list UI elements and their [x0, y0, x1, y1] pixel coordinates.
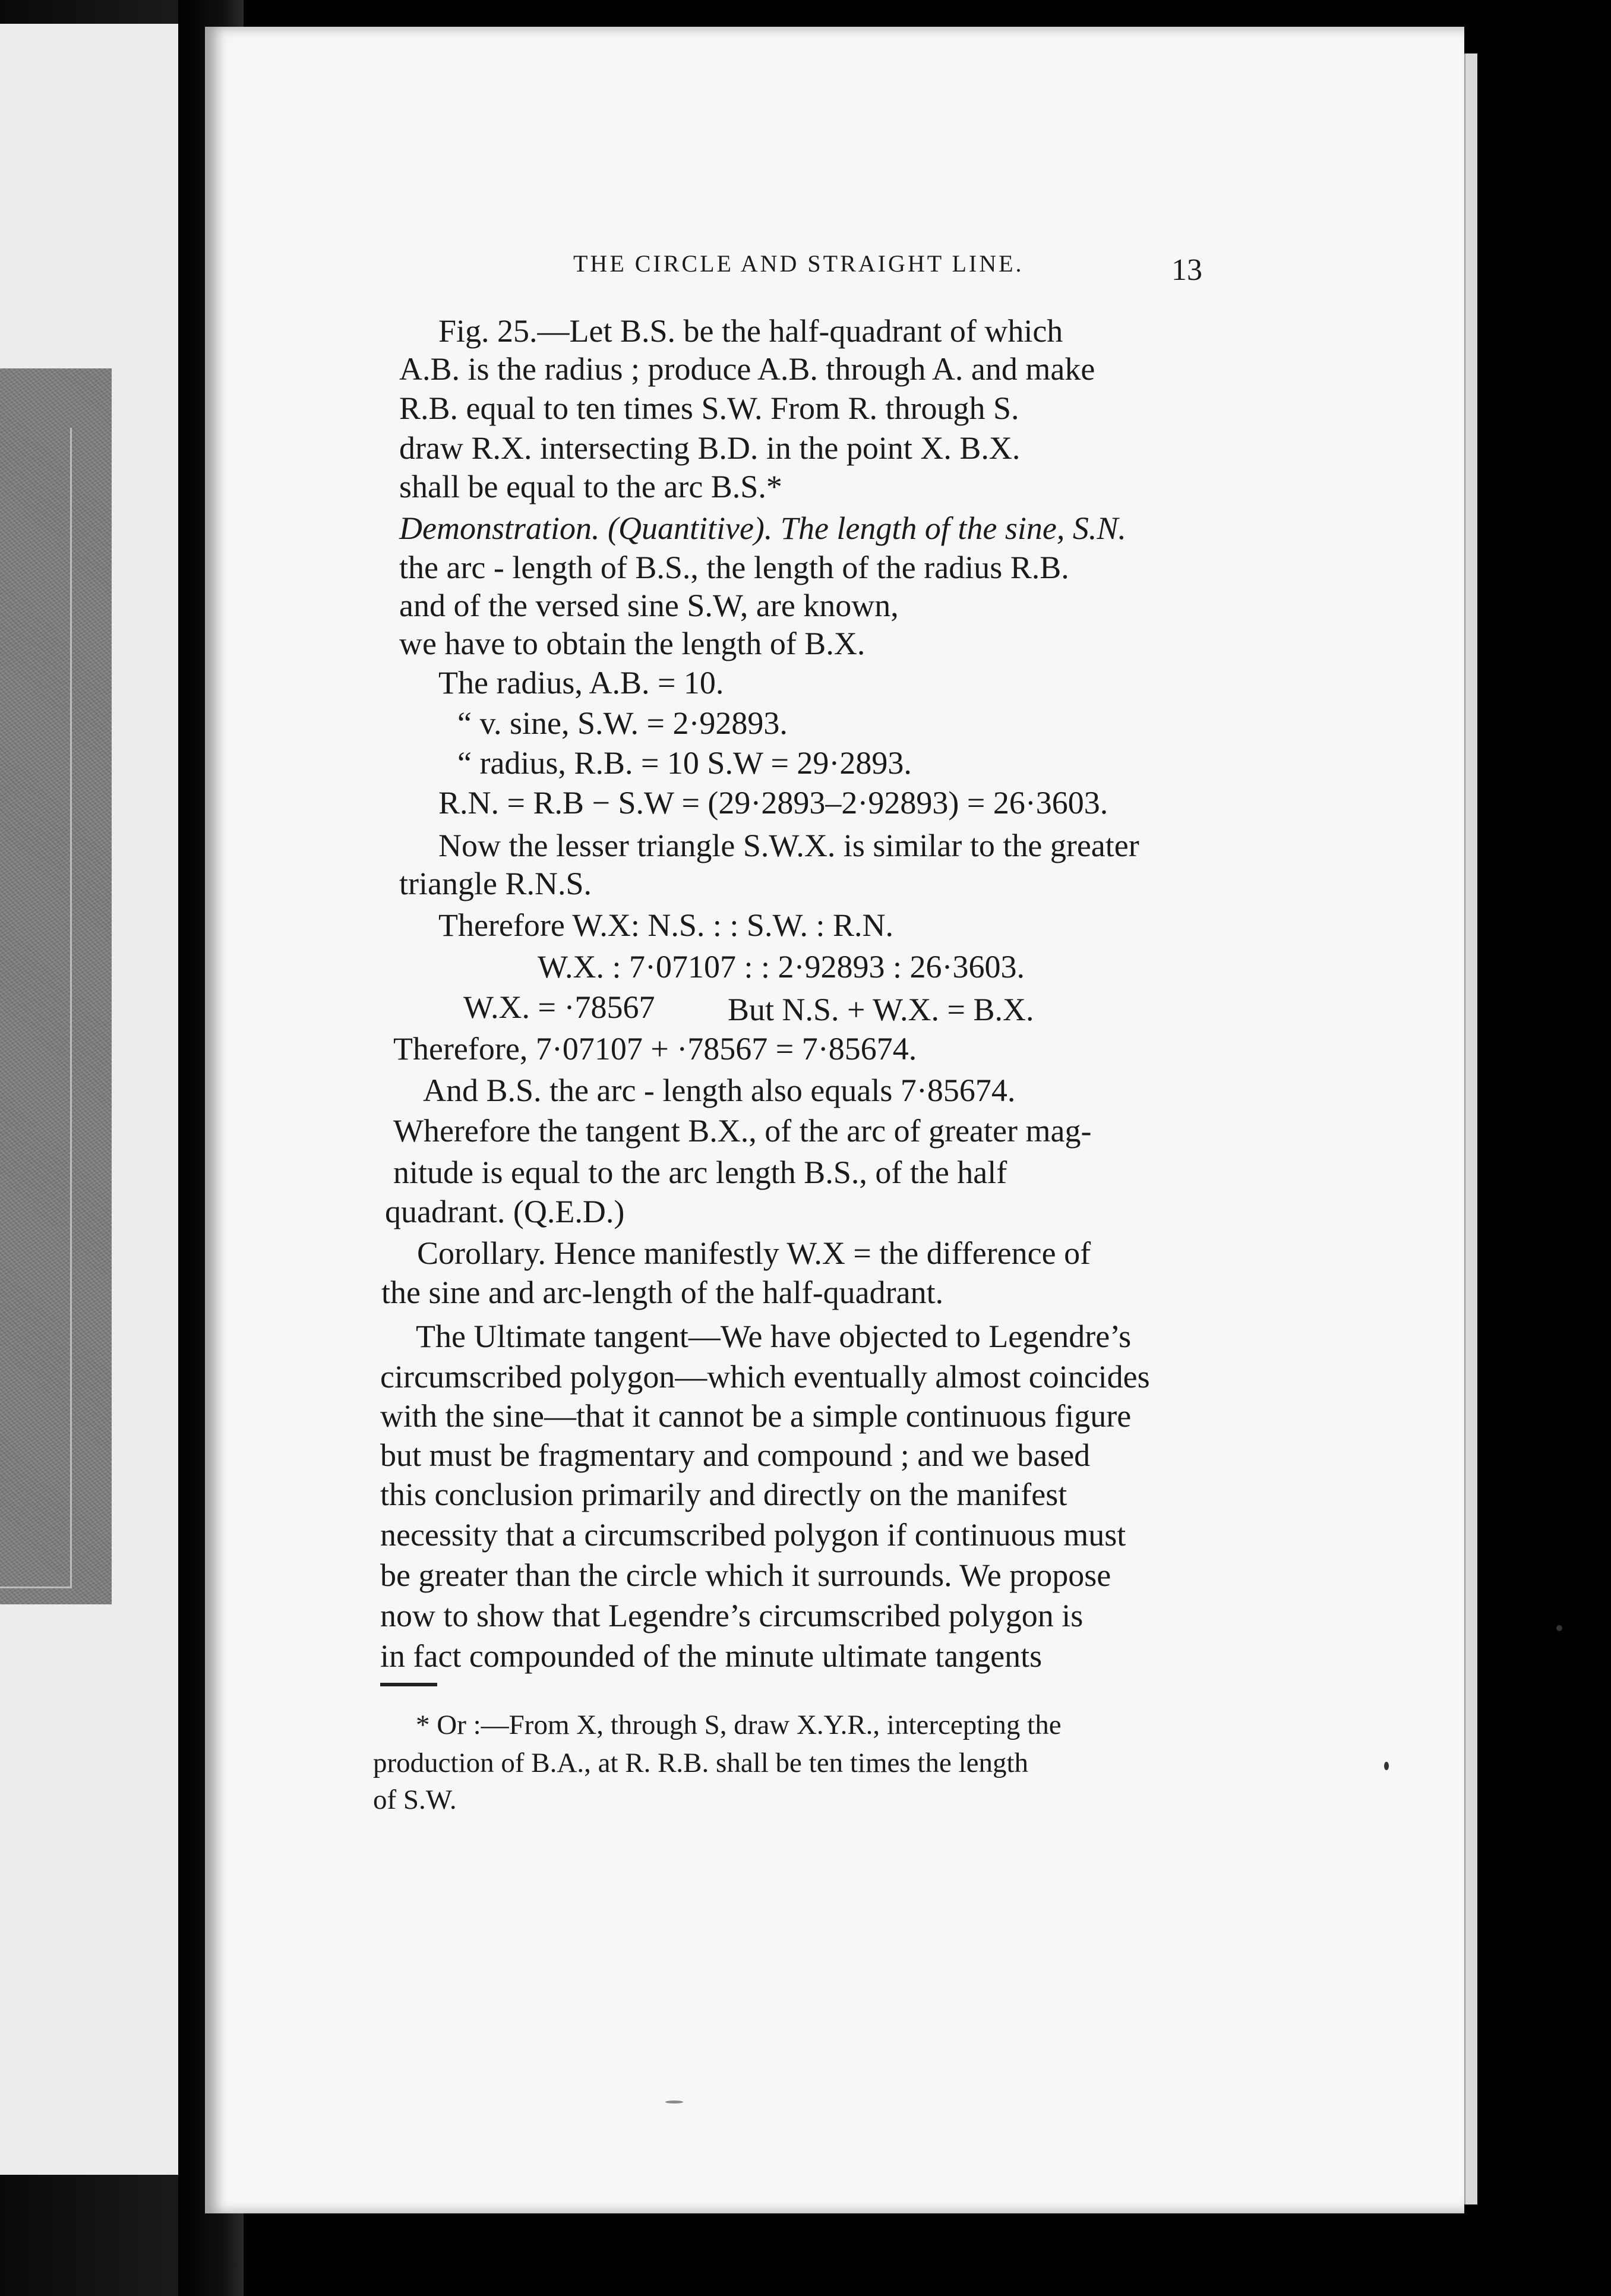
page-number: 13	[1171, 253, 1202, 287]
footnote-line: * Or :—From X, through S, draw X.Y.R., intercepting the	[416, 1710, 1062, 1740]
ink-speck	[1384, 1762, 1389, 1770]
text-line: necessity that a circumscribed polygon if continuous must	[380, 1517, 1126, 1553]
text-line: we have to obtain the length of B.X.	[399, 626, 865, 661]
text-line: Now the lesser triangle S.W.X. is similar to the greater	[438, 828, 1139, 863]
ink-speck	[665, 2101, 683, 2103]
text-line: with the sine—that it cannot be a simple continuous figure	[380, 1398, 1132, 1434]
text-line: triangle R.N.S.	[399, 866, 592, 901]
text-line: draw R.X. intersecting B.D. in the point X. B.X.	[399, 430, 1021, 466]
footnote-line: of S.W.	[373, 1784, 457, 1815]
text-line: R.N. = R.B − S.W = (29·2893–2·92893) = 26·3603.	[438, 785, 1108, 821]
facing-page-plate-border	[0, 428, 72, 1588]
text-line: in fact compounded of the minute ultimate tangents	[380, 1638, 1043, 1674]
text-line: the sine and arc-length of the half-quadrant.	[381, 1275, 944, 1310]
text-line: circumscribed polygon—which eventually almost coincides	[380, 1359, 1150, 1395]
text-line: R.B. equal to ten times S.W. From R. through S.	[399, 390, 1019, 426]
text-line: A.B. is the radius ; produce A.B. through A. and make	[399, 351, 1095, 387]
footnote-line: production of B.A., at R. R.B. shall be ten times the length	[373, 1748, 1029, 1778]
text-line: and of the versed sine S.W, are known,	[399, 588, 899, 623]
text-line: And B.S. the arc - length also equals 7·85674.	[423, 1073, 1016, 1108]
text-line: Demonstration. (Quantitive). The length of the sine, S.N.	[399, 510, 1126, 546]
text-line: Corollary. Hence manifestly W.X = the difference of	[417, 1235, 1091, 1271]
text-line: “ v. sine, S.W. = 2·92893.	[457, 705, 788, 741]
running-head: THE CIRCLE AND STRAIGHT LINE.	[573, 250, 1024, 277]
text-line: the arc - length of B.S., the length of the radius R.B.	[399, 550, 1069, 585]
facing-page	[0, 0, 196, 2296]
text-line: But N.S. + W.X. = B.X.	[728, 992, 1034, 1027]
text-line: Wherefore the tangent B.X., of the arc of greater mag-	[393, 1113, 1092, 1149]
text-line: but must be fragmentary and compound ; and we based	[380, 1437, 1091, 1473]
text-line: The Ultimate tangent—We have objected to Legendre’s	[416, 1319, 1132, 1354]
text-line: W.X. = ·78567	[463, 989, 655, 1025]
page-edge	[1464, 53, 1477, 2204]
footnote-rule	[380, 1683, 437, 1686]
text-line: this conclusion primarily and directly on the manifest	[380, 1477, 1067, 1512]
text-line: Fig. 25.—Let B.S. be the half-quadrant of which	[438, 313, 1063, 349]
text-line: now to show that Legendre’s circumscribed polygon is	[380, 1598, 1084, 1633]
text-line: be greater than the circle which it surrounds. We propose	[380, 1557, 1111, 1593]
text-line: shall be equal to the arc B.S.*	[399, 469, 782, 504]
text-line: nitude is equal to the arc length B.S., of the half	[393, 1155, 1007, 1190]
text-line: The radius, A.B. = 10.	[438, 665, 724, 701]
text-line: Therefore W.X: N.S. : : S.W. : R.N.	[438, 907, 893, 943]
text-line: Therefore, 7·07107 + ·78567 = 7·85674.	[393, 1031, 917, 1067]
ink-speck	[1556, 1625, 1562, 1631]
text-line: “ radius, R.B. = 10 S.W = 29·2893.	[457, 745, 912, 781]
text-line: W.X. : 7·07107 : : 2·92893 : 26·3603.	[538, 949, 1025, 985]
text-line: quadrant. (Q.E.D.)	[385, 1194, 625, 1229]
